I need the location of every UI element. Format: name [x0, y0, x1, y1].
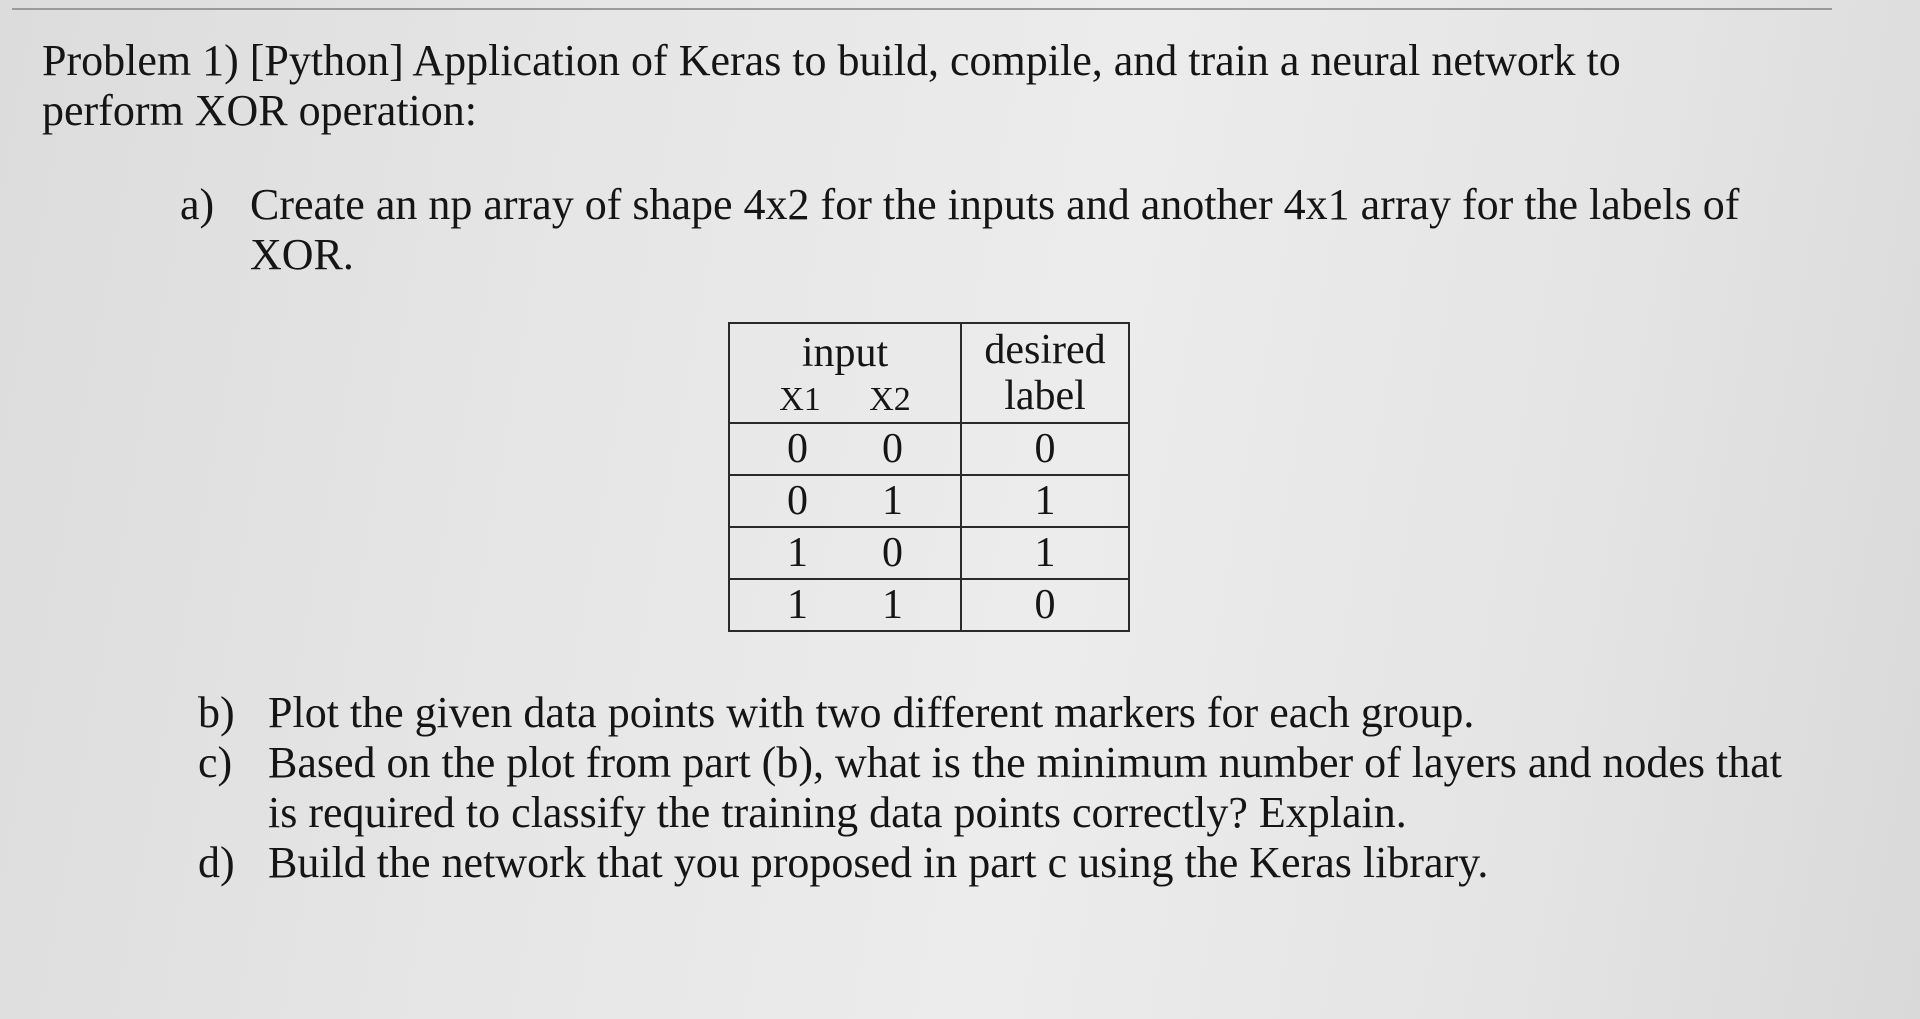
desired-label-header: [961, 323, 1129, 423]
x2-value: 1: [882, 582, 903, 628]
desired-label-line2: label: [1004, 373, 1086, 419]
x1-value: 0: [787, 426, 808, 472]
table-row: [729, 423, 1129, 475]
part-a-text: Create an np array of shape 4x2 for the inputs and another 4x1 array for the labels of XOR.: [250, 180, 1740, 279]
part-c-label: c): [198, 738, 233, 787]
part-a-label: a): [180, 180, 215, 229]
table-row: [729, 475, 1129, 527]
x2-value: 1: [882, 478, 903, 524]
input-header: [729, 323, 961, 423]
part-d-text: Build the network that you proposed in part c using the Keras library.: [268, 838, 1489, 887]
desired-label-line1: desired: [984, 327, 1106, 373]
x2-header: X2: [869, 381, 911, 418]
xor-truth-table: [728, 322, 1130, 632]
part-b-text: Plot the given data points with two different markers for each group.: [268, 688, 1475, 737]
label-value: 0: [961, 579, 1129, 631]
x2-value: 0: [882, 530, 903, 576]
x1-value: 1: [787, 530, 808, 576]
input-header-label: input: [801, 330, 889, 376]
part-b-label: b): [198, 688, 235, 737]
input-subheaders: [730, 380, 960, 420]
part-c-text: Based on the plot from part (b), what is the minimum number of layers and nodes that is required to classify the training data points correctly? Explain.: [268, 738, 1783, 837]
label-value: 0: [961, 423, 1129, 475]
label-value: 1: [961, 527, 1129, 579]
table-row: [729, 527, 1129, 579]
top-divider: [12, 8, 1832, 10]
part-d-label: d): [198, 838, 235, 887]
problem-title: Problem 1) [Python] Application of Keras to build, compile, and train a neural network to perform XOR operation:: [42, 36, 1621, 135]
label-value: 1: [961, 475, 1129, 527]
x1-value: 1: [787, 582, 808, 628]
table-header-row: [729, 323, 1129, 423]
table-row: [729, 579, 1129, 631]
x1-value: 0: [787, 478, 808, 524]
input-cell: [729, 423, 961, 475]
input-cell: [729, 475, 961, 527]
x1-header: X1: [779, 381, 821, 418]
input-cell: [729, 579, 961, 631]
x2-value: 0: [882, 426, 903, 472]
input-cell: [729, 527, 961, 579]
